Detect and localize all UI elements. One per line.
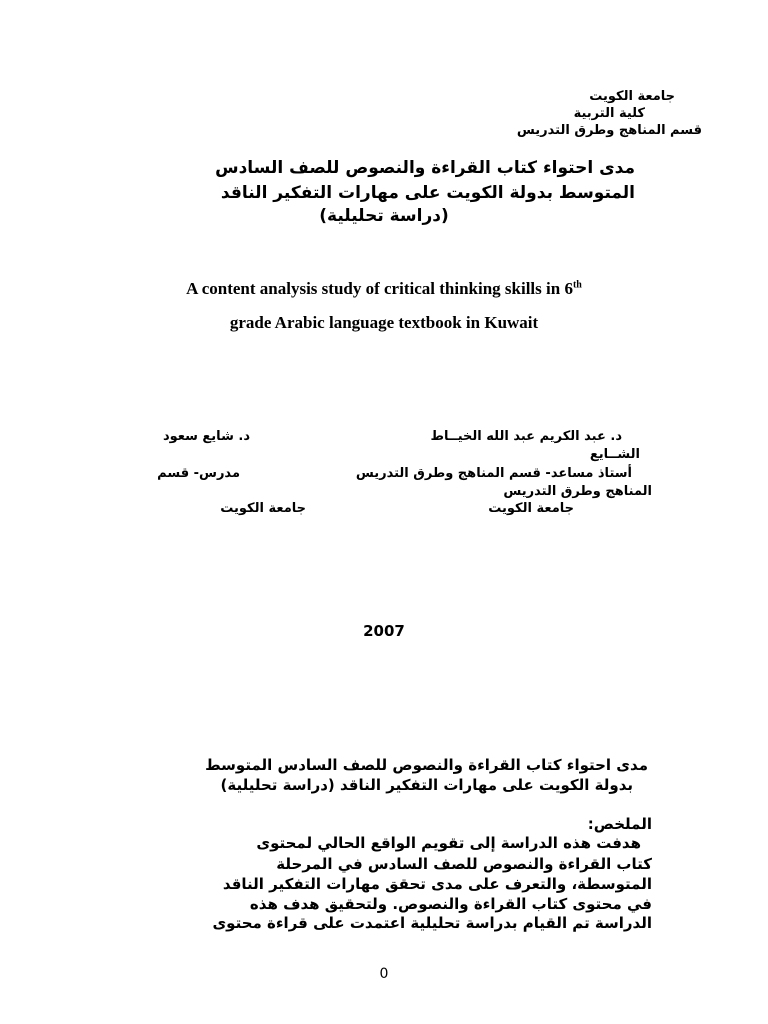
title-ar-line3: (دراسة تحليلية): [319, 206, 449, 226]
abstract-line: هدفت هذه الدراسة إلى تقويم الواقع الحالي لمحتوى: [256, 834, 641, 852]
abstract-line: كتاب القراءة والنصوص للصف السادس في المرحلة: [276, 855, 652, 873]
author2-name-cont: الشــايع: [589, 447, 640, 462]
author2-affiliation: جامعة الكويت: [220, 501, 306, 516]
college-name: كلية التربية: [573, 106, 645, 121]
abstract-line: في محتوى كتاب القراءة والنصوص. ولتحقيق هدف هذه: [249, 895, 652, 913]
title-ar-line1: مدى احتواء كتاب القراءة والنصوص للصف السادس: [215, 158, 635, 178]
author2-title-cont: المناهج وطرق التدريس: [503, 484, 652, 499]
author1-name: د. عبد الكريم عبد الله الخيــاط: [430, 429, 622, 444]
author2-title: مدرس- قسم: [157, 466, 240, 481]
page-number: 0: [379, 966, 389, 982]
title-repeat-line1: مدى احتواء كتاب القراءة والنصوص للصف السادس المتوسط: [205, 756, 648, 774]
author2-name: د. شايع سعود: [162, 429, 250, 444]
title-en-line2: grade Arabic language textbook in Kuwait: [229, 313, 539, 332]
abstract-line: المتوسطة، والتعرف على مدى تحقق مهارات التفكير الناقد: [222, 875, 652, 893]
title-en-line1: A content analysis study of critical thinking skills in 6th: [186, 279, 582, 298]
title-repeat-line2: بدولة الكويت على مهارات التفكير الناقد (دراسة تحليلية): [220, 776, 633, 794]
abstract-heading: الملخص:: [587, 815, 652, 833]
abstract-line: الدراسة تم القيام بدراسة تحليلية اعتمدت على قراءة محتوى: [212, 914, 652, 932]
author1-title: أستاذ مساعد- قسم المناهج وطرق التدريس: [355, 466, 632, 481]
university-name: جامعة الكويت: [589, 89, 675, 104]
title-ar-line2: المتوسط بدولة الكويت على مهارات التفكير الناقد: [220, 183, 635, 203]
author1-affiliation: جامعة الكويت: [488, 501, 574, 516]
publication-year: 2007: [363, 622, 405, 640]
department-name: قسم المناهج وطرق التدريس: [516, 123, 702, 138]
